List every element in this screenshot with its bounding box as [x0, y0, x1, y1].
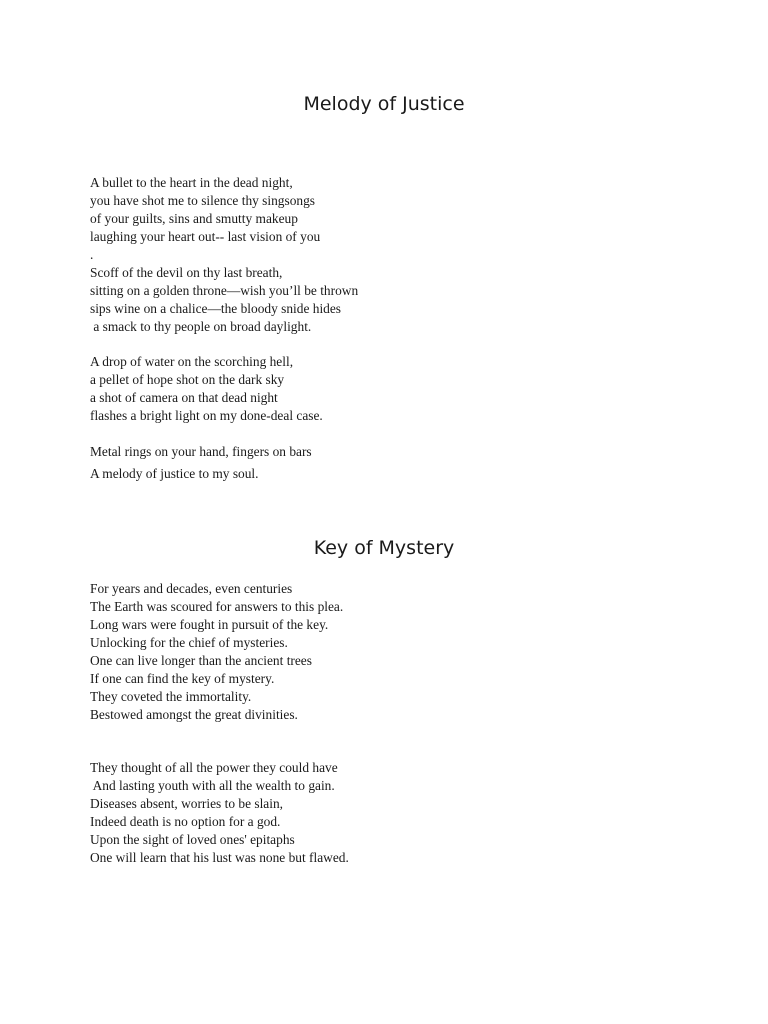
poem-line: For years and decades, even centuries: [90, 581, 293, 596]
poem-line: A melody of justice to my soul.: [90, 466, 259, 481]
poem-line: And lasting youth with all the wealth to gain.: [90, 778, 335, 793]
poem-line: The Earth was scoured for answers to this plea.: [90, 599, 344, 614]
poem-line: of your guilts, sins and smutty makeup: [90, 211, 298, 226]
poem-line: Bestowed amongst the great divinities.: [90, 707, 298, 722]
poem-line: flashes a bright light on my done-deal case.: [90, 408, 323, 423]
poem-line: Indeed death is no option for a god.: [90, 814, 281, 829]
poem-line: a shot of camera on that dead night: [90, 390, 278, 405]
poem-line: sitting on a golden throne—wish you’ll be thrown: [90, 283, 359, 298]
poem-line: They coveted the immortality.: [90, 689, 252, 704]
poem-line: Upon the sight of loved ones' epitaphs: [90, 832, 295, 847]
poem-line: Unlocking for the chief of mysteries.: [90, 635, 288, 650]
poem-line: Long wars were fought in pursuit of the key.: [90, 617, 329, 632]
poem-line: One will learn that his lust was none but flawed.: [90, 850, 349, 865]
poem-line: One can live longer than the ancient trees: [90, 653, 312, 668]
poem-line: If one can find the key of mystery.: [90, 671, 275, 686]
poem-title-melody-of-justice: Melody of Justice: [303, 93, 465, 115]
poem-line: They thought of all the power they could have: [90, 760, 338, 775]
poem-line: A drop of water on the scorching hell,: [90, 354, 294, 369]
poem-line: sips wine on a chalice—the bloody snide hides: [90, 301, 342, 316]
poem-line: you have shot me to silence thy singsongs: [90, 193, 316, 208]
poem-line: Scoff of the devil on thy last breath,: [90, 265, 283, 280]
poem-title-key-of-mystery: Key of Mystery: [313, 537, 455, 559]
poem-line: Diseases absent, worries to be slain,: [90, 796, 284, 811]
poem-line: Metal rings on your hand, fingers on bars: [90, 444, 312, 459]
poem-line: a smack to thy people on broad daylight.: [90, 319, 312, 334]
poem-line: A bullet to the heart in the dead night,: [90, 175, 293, 190]
poem-line: .: [90, 247, 94, 262]
poem-line: laughing your heart out-- last vision of you: [90, 229, 321, 244]
poem-line: a pellet of hope shot on the dark sky: [90, 372, 285, 387]
